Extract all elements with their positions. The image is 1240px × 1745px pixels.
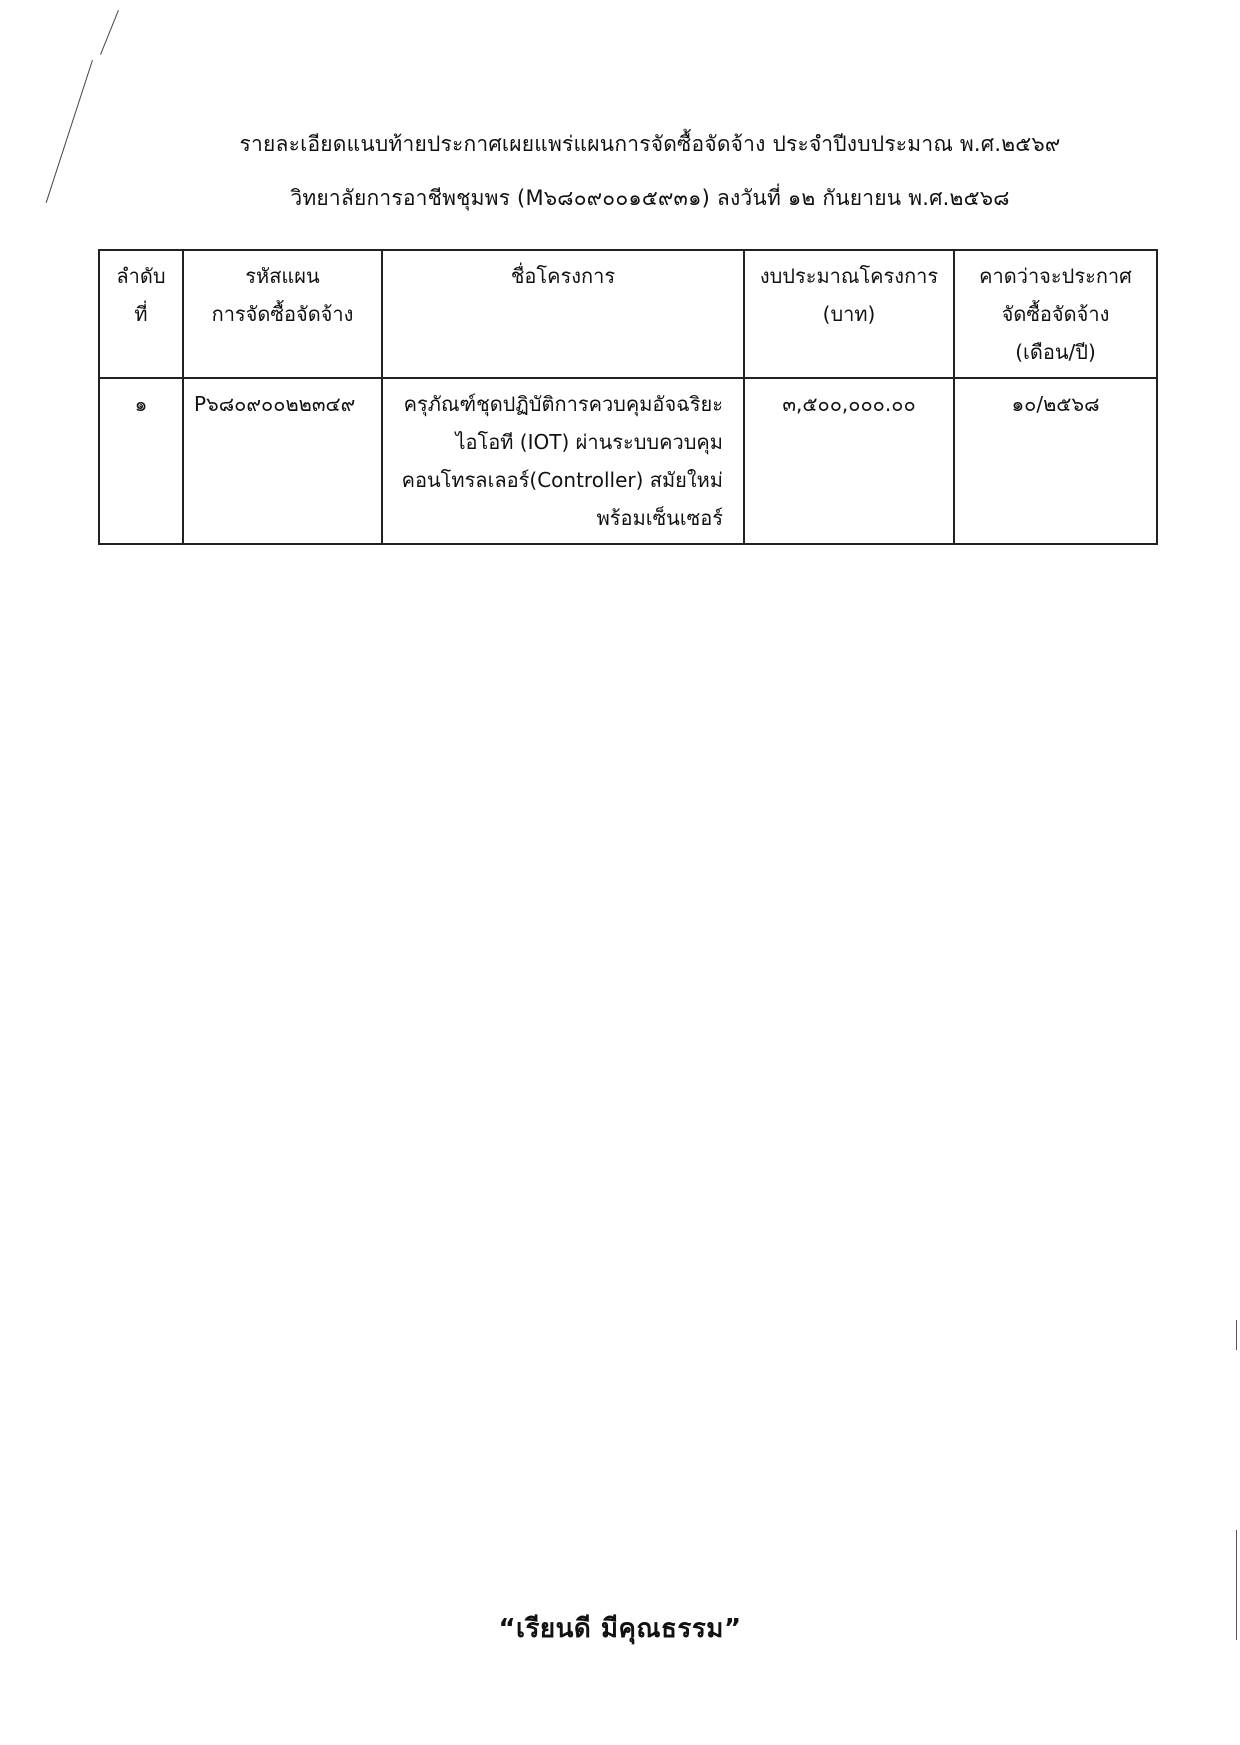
- table-row: [99, 378, 1157, 544]
- header-expected-line3: (เดือน/ปี): [1015, 340, 1096, 364]
- cell-expected-date: ๑๐/๒๕๖๘: [954, 378, 1157, 544]
- project-name-line1: ครุภัณฑ์ชุดปฏิบัติการควบคุมอัจฉริยะ: [403, 392, 723, 416]
- header-expected-line2: จัดซื้อจัดจ้าง: [1001, 302, 1110, 326]
- header-project-name-text: ชื่อโครงการ: [510, 264, 616, 288]
- document-title: รายละเอียดแนบท้ายประกาศเผยแพร่แผนการจัดซื้อจัดจ้าง ประจำปีงบประมาณ พ.ศ.๒๕๖๙: [239, 132, 1061, 156]
- scan-edge-mark: [1236, 1320, 1237, 1350]
- table-header-row: [99, 250, 1157, 378]
- header-expected-date: [954, 250, 1157, 378]
- header-plan-code-line1: รหัสแผน: [245, 264, 320, 288]
- header-sequence-line1: ลำดับ: [116, 264, 166, 288]
- procurement-plan-table: [98, 249, 1158, 545]
- cell-project-name: [382, 378, 744, 544]
- scan-edge-mark: [1236, 1530, 1237, 1640]
- header-budget-line2: (บาท): [822, 302, 876, 326]
- header-expected-line1: คาดว่าจะประกาศ: [979, 264, 1132, 288]
- header-plan-code-line2: การจัดซื้อจัดจ้าง: [211, 302, 354, 326]
- pen-mark: [100, 10, 119, 55]
- header-project-name: [382, 250, 744, 378]
- project-name-line2: ไอโอที (IOT) ผ่านระบบควบคุม: [455, 430, 723, 454]
- footer-motto: “เรียนดี มีคุณธรรม”: [498, 1614, 742, 1644]
- header-sequence-line2: ที่: [134, 302, 148, 326]
- header-budget: [744, 250, 954, 378]
- cell-sequence: ๑: [99, 378, 183, 544]
- document-subtitle: วิทยาลัยการอาชีพชุมพร (M๖๘๐๙๐๐๑๕๙๓๑) ลงวันที่ ๑๒ กันยายน พ.ศ.๒๕๖๘: [290, 186, 1010, 210]
- cell-budget: ๓,๕๐๐,๐๐๐.๐๐: [744, 378, 954, 544]
- project-name-line3: คอนโทรลเลอร์(Controller) สมัยใหม่: [401, 468, 723, 492]
- header-plan-code: [183, 250, 382, 378]
- header-sequence: [99, 250, 183, 378]
- cell-plan-code: P๖๘๐๙๐๐๒๒๓๔๙: [183, 378, 382, 544]
- project-name-line4: พร้อมเซ็นเซอร์: [596, 506, 723, 530]
- header-budget-line1: งบประมาณโครงการ: [759, 264, 939, 288]
